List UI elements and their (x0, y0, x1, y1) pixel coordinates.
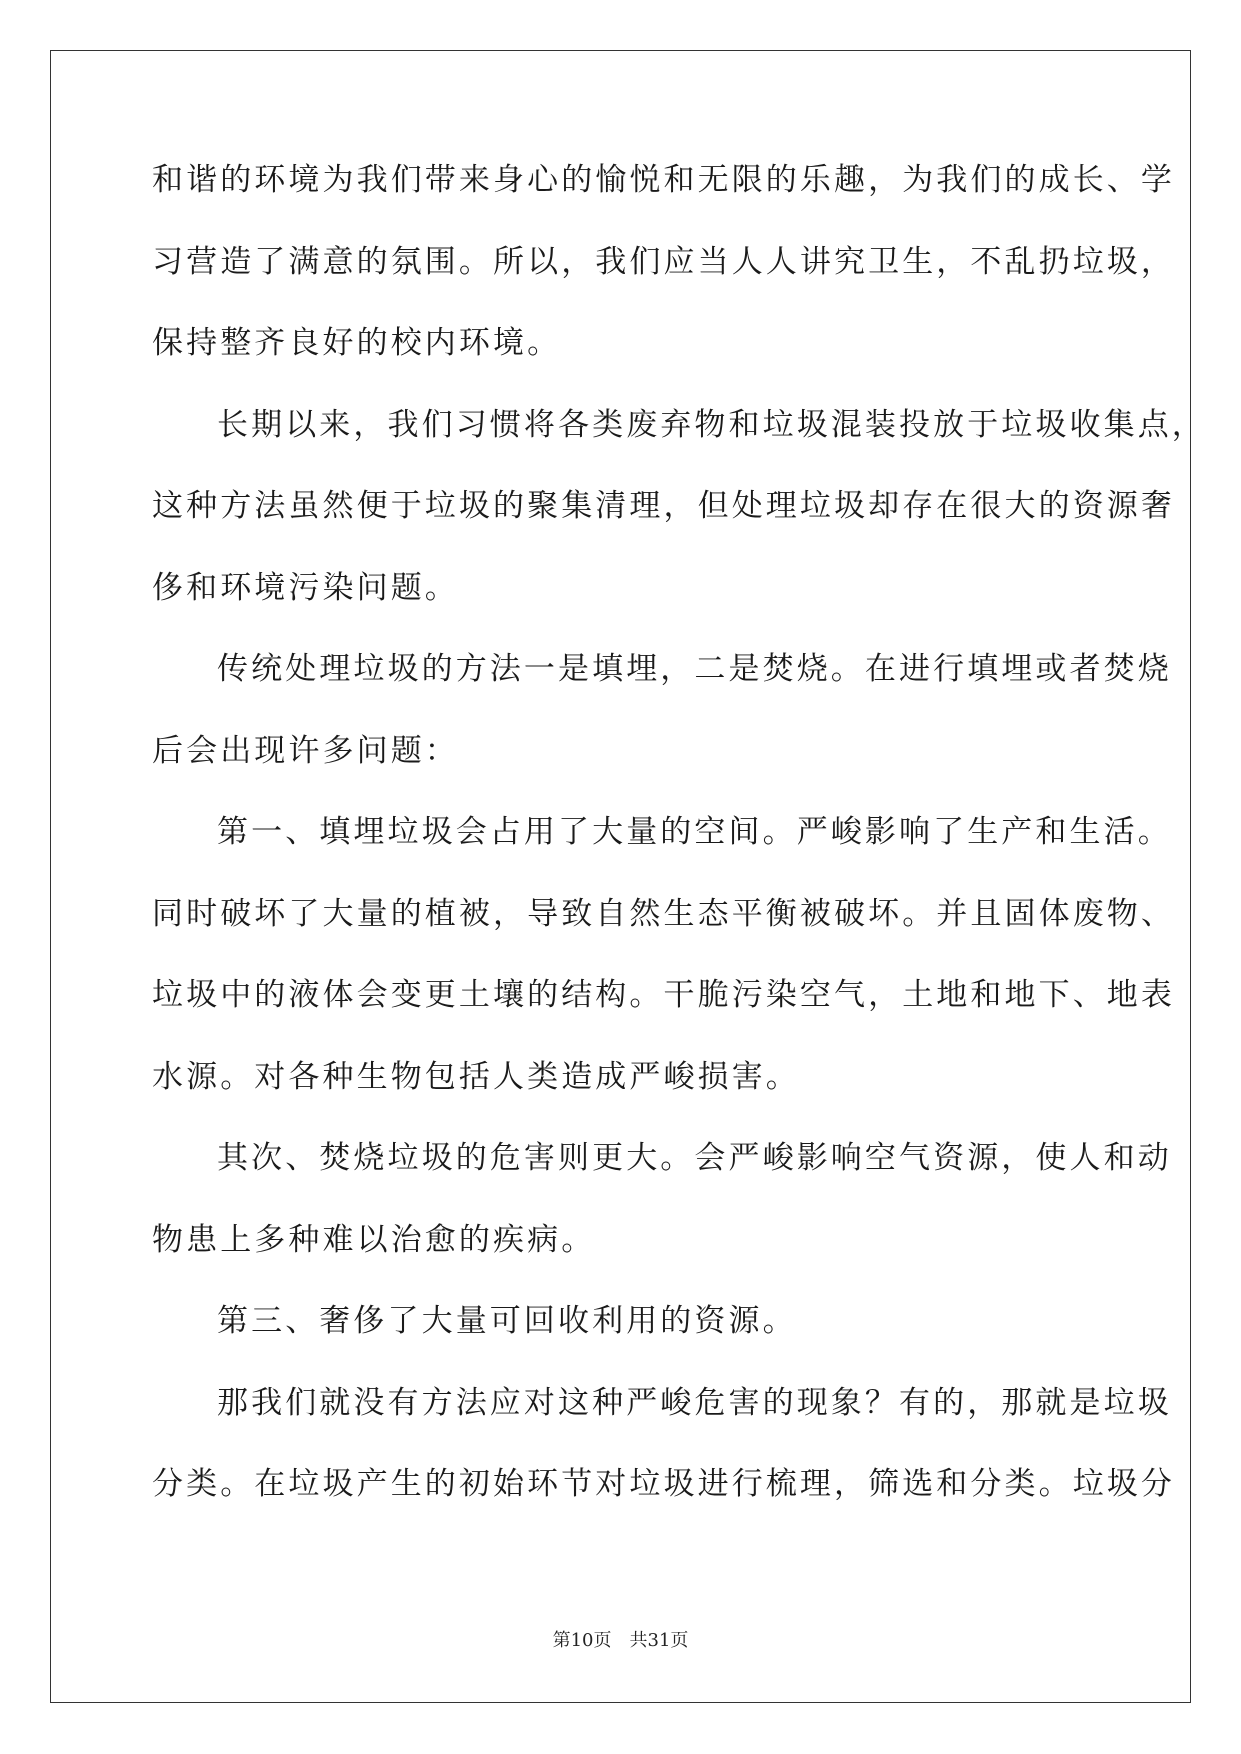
text-line: 物患上多种难以治愈的疾病。 (152, 1221, 596, 1258)
text-line: 第三、奢侈了大量可回收利用的资源。 (217, 1303, 797, 1339)
text-line: 侈和环境污染问题。 (152, 569, 459, 606)
text-line: 传统处理垃圾的方法一是填埋，二是焚烧。在进行填埋或者焚烧 (217, 651, 1172, 687)
document-body (152, 161, 1206, 1547)
text-line: 其次、焚烧垃圾的危害则更大。会严峻影响空气资源，使人和动 (217, 1140, 1172, 1176)
text-line: 垃圾中的液体会变更土壤的结构。干脆污染空气，土地和地下、地表 (152, 977, 1175, 1013)
text-line: 长期以来，我们习惯将各类废弃物和垃圾混装投放于垃圾收集点， (217, 406, 1206, 443)
text-line: 分类。在垃圾产生的初始环节对垃圾进行梳理，筛选和分类。垃圾分 (152, 1466, 1175, 1502)
text-line: 同时破坏了大量的植被，导致自然生态平衡被破坏。并且固体废物、 (152, 895, 1175, 932)
text-line: 这种方法虽然便于垃圾的聚集清理，但处理垃圾却存在很大的资源奢 (152, 488, 1175, 524)
text-line: 那我们就没有方法应对这种严峻危害的现象？有的，那就是垃圾 (217, 1384, 1172, 1421)
page-number-footer: 第10页 共31页 (552, 1630, 689, 1651)
text-line: 习营造了满意的氛围。所以，我们应当人人讲究卫生，不乱扔垃圾， (152, 243, 1175, 280)
text-line: 第一、填埋垃圾会占用了大量的空间。严峻影响了生产和生活。 (217, 814, 1172, 850)
text-line: 保持整齐良好的校内环境。 (152, 325, 562, 361)
text-line: 和谐的环境为我们带来身心的愉悦和无限的乐趣，为我们的成长、学 (152, 162, 1175, 198)
text-line: 水源。对各种生物包括人类造成严峻损害。 (152, 1058, 800, 1095)
text-line: 后会出现许多问题： (152, 732, 459, 769)
